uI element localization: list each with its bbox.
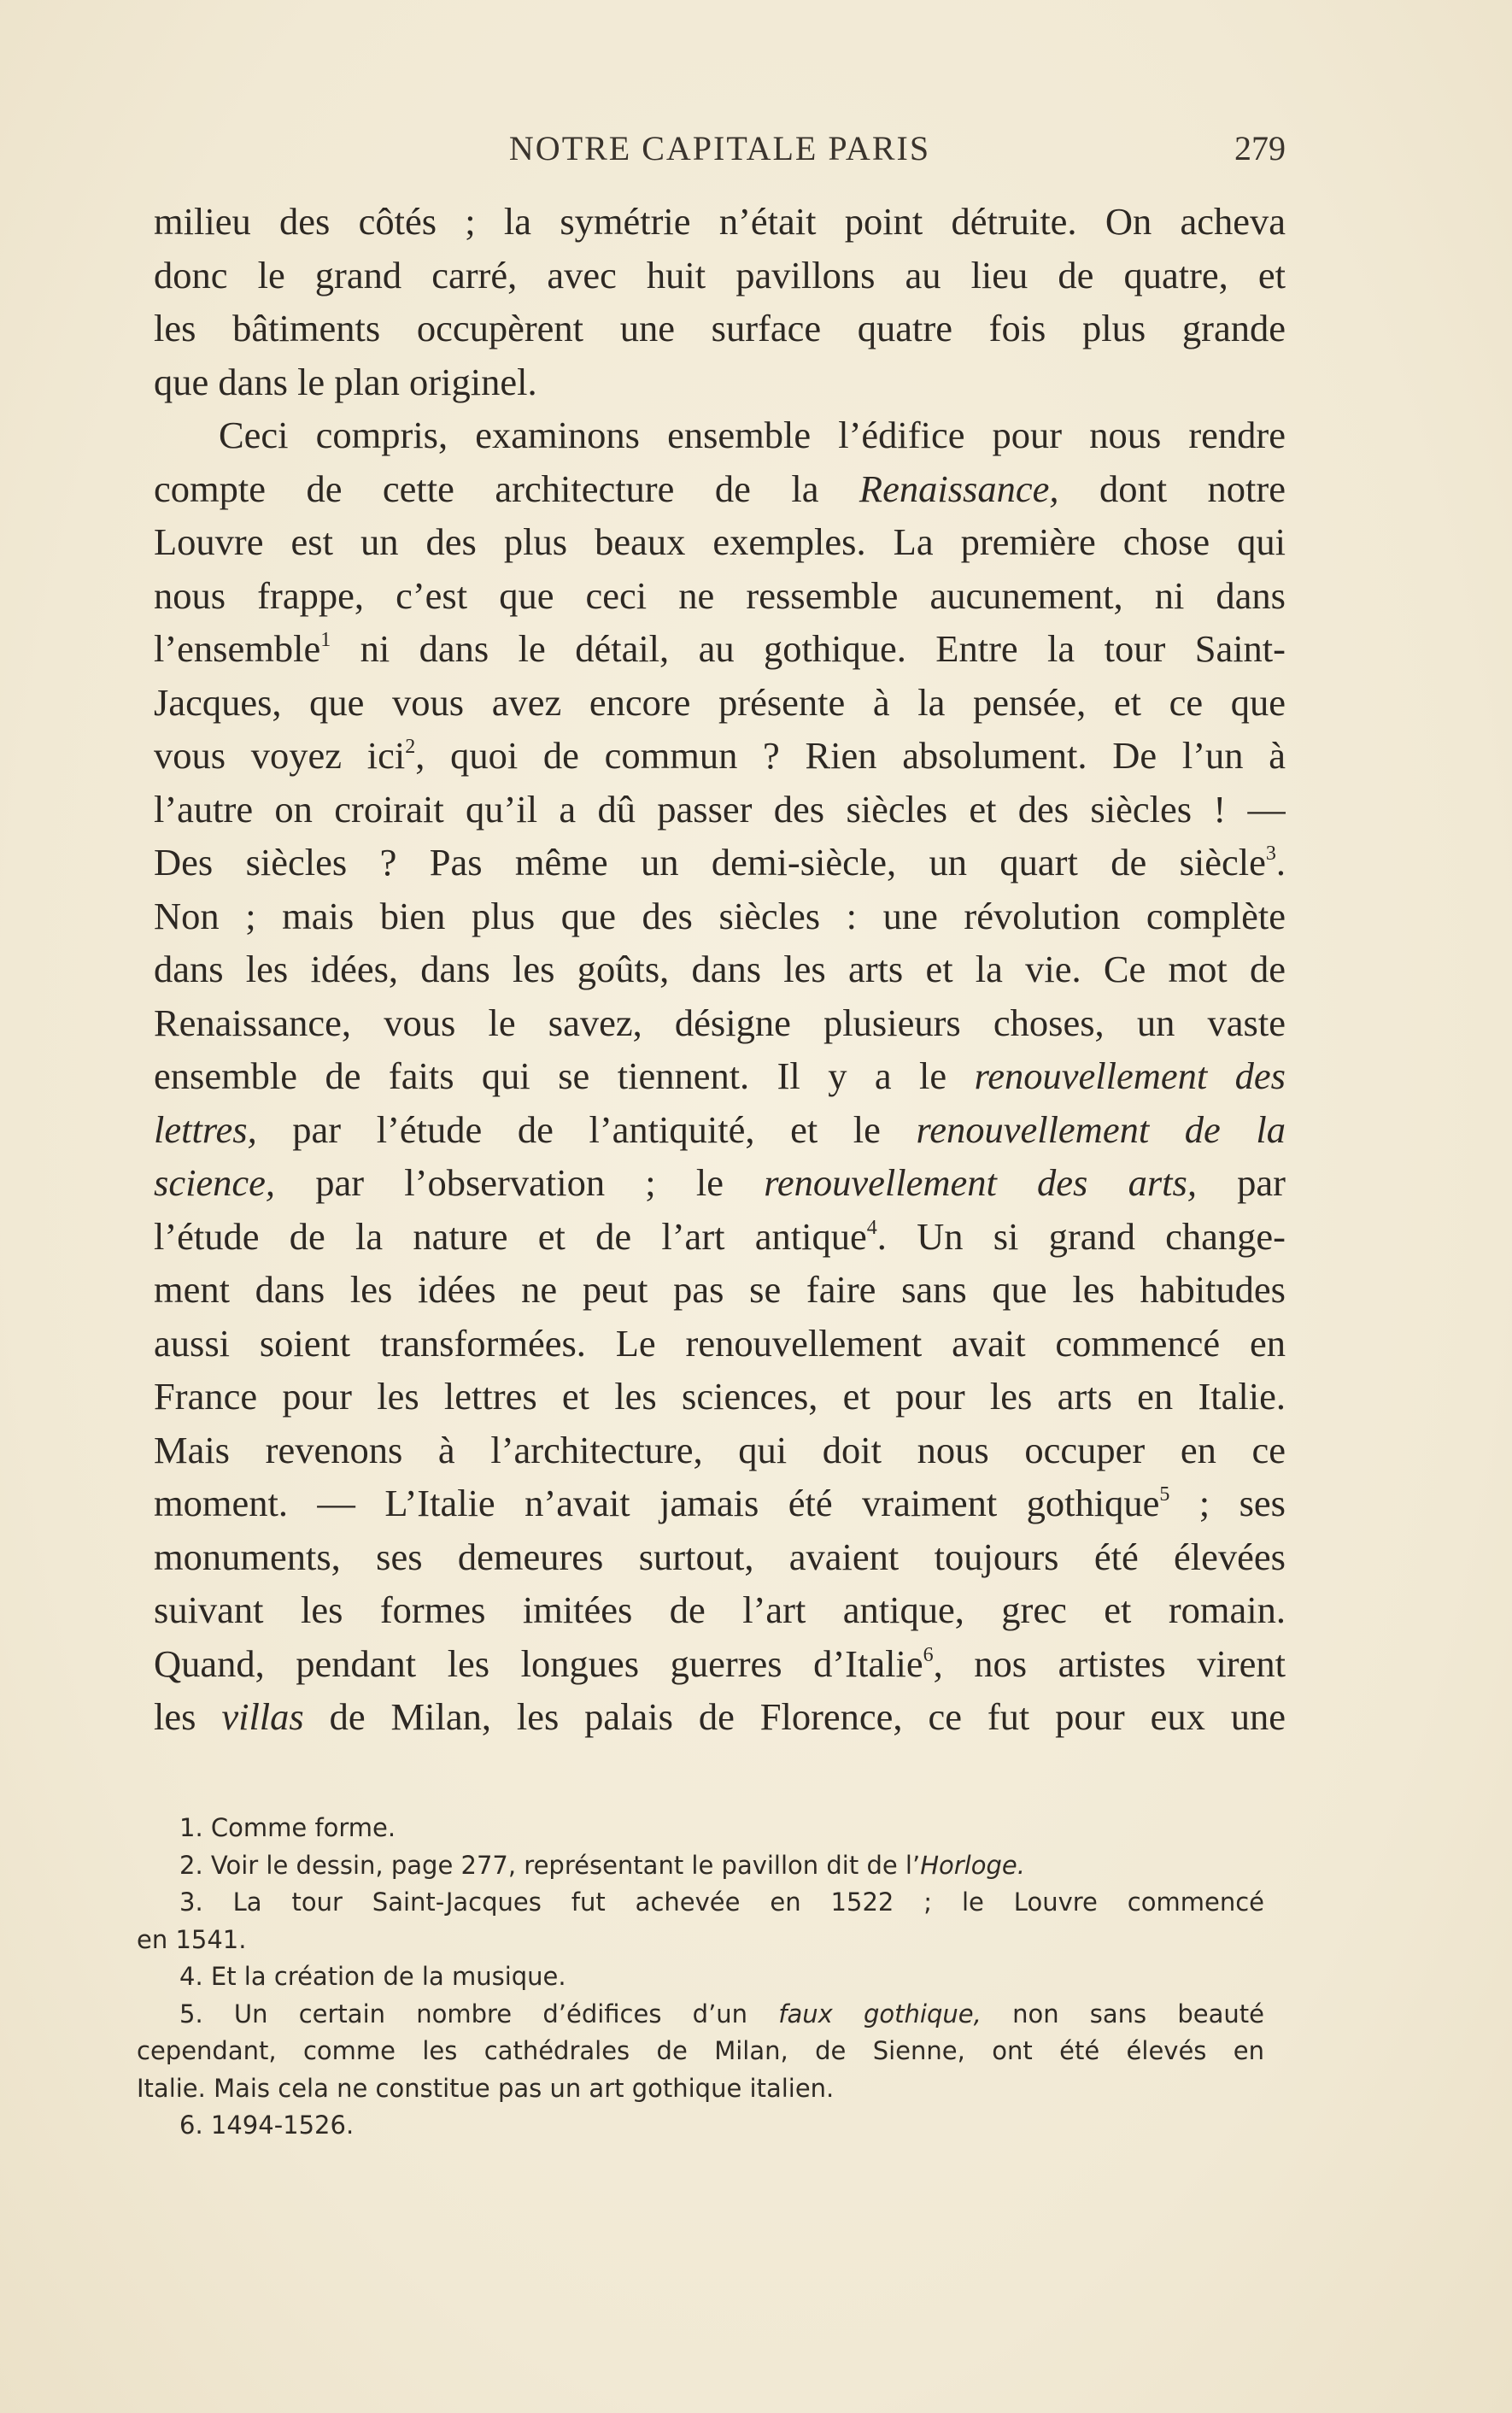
text-line: que dans le plan originel. — [154, 360, 537, 403]
italic-term: renouvellement des arts, — [764, 1161, 1197, 1204]
text-line: aussi soient transformées. Le renouvellement avait commencé en — [154, 1321, 1286, 1365]
italic-term: renouvellement des — [974, 1054, 1286, 1097]
text-run: compte de cette architecture de la — [154, 467, 859, 510]
text-line: France pour les lettres et les sciences, et pour les arts en Italie. — [154, 1375, 1286, 1418]
text-line — [154, 729, 1286, 783]
text-run: Des siècles ? Pas même un demi-siècle, un quart de siècle — [154, 841, 1266, 884]
text-line: dans les idées, dans les goûts, dans les arts et la vie. Ce mot de — [154, 948, 1286, 990]
text-line: donc le grand carré, avec huit pavillons au lieu de quatre, et — [154, 253, 1286, 296]
text-line — [154, 1156, 1286, 1210]
footnote-5-cont: Italie. Mais cela ne constitue pas un art gothique italien. — [137, 2073, 835, 2103]
text-line: milieu des côtés ; la symétrie n’était point détruite. On acheva — [154, 200, 1286, 243]
text-run: moment. — L’Italie n’avait jamais été vraiment gothique — [154, 1482, 1160, 1524]
text-run: ; ses — [1169, 1482, 1286, 1524]
footnote-5 — [137, 1996, 1264, 2034]
text-run: par — [1196, 1161, 1286, 1204]
italic-term: villas — [221, 1695, 304, 1738]
text-line — [154, 462, 1286, 516]
text-line: ment dans les idées ne peut pas se faire sans que les habitudes — [154, 1268, 1286, 1311]
text-run: , nos artistes virent — [933, 1641, 1286, 1685]
text-line: Louvre est un des plus beaux exemples. La première chose qui — [154, 520, 1286, 563]
running-head — [154, 128, 1286, 179]
text-run: 2. Voir le dessin, page 277, représentant le pavillon dit de l’ — [179, 1850, 921, 1880]
text-run: 5. Un certain nombre d’édifices d’un — [179, 1999, 779, 2028]
footnote-3: 3. La tour Saint-Jacques fut achevée en 1522 ; le Louvre commencé — [179, 1888, 1264, 1917]
italic-term: lettres, — [154, 1107, 257, 1151]
footnote-ref: 1 — [320, 629, 331, 651]
text-run: Quand, pendant les longues guerres d’Italie — [154, 1641, 923, 1685]
text-line: Non ; mais bien plus que des siècles : une révolution complète — [154, 894, 1286, 937]
text-run: . Un si grand change- — [876, 1214, 1286, 1258]
text-run: , quoi de commun ? Rien absolument. De l’un à — [415, 734, 1286, 777]
italic-term: Horloge. — [920, 1850, 1025, 1880]
text-line: nous frappe, c’est que ceci ne ressemble aucunement, ni dans — [154, 573, 1286, 617]
text-line: les bâtiments occupèrent une surface quatre fois plus grande — [154, 307, 1286, 349]
text-line: Ceci compris, examinons ensemble l’édifice pour nous rendre — [219, 414, 1286, 456]
text-line: Mais revenons à l’architecture, qui doit nous occuper en ce — [154, 1428, 1286, 1471]
footnote-1: 1. Comme forme. — [179, 1813, 396, 1842]
text-line — [154, 836, 1286, 889]
footnote-ref: 5 — [1159, 1483, 1170, 1506]
footnotes — [137, 1810, 1264, 2145]
italic-term: faux gothique, — [778, 1999, 982, 2028]
body-text — [154, 195, 1286, 1744]
text-run: non sans beauté — [981, 1999, 1264, 2028]
text-line: monuments, ses demeures surtout, avaient toujours été élevées — [154, 1535, 1286, 1578]
text-line: suivant les formes imitées de l’art antique, grec et romain. — [154, 1588, 1286, 1631]
footnote-ref: 3 — [1265, 842, 1276, 865]
italic-term: Renaissance, — [859, 467, 1059, 510]
footnote-3-cont: en 1541. — [137, 1924, 247, 1954]
footnote-ref: 6 — [923, 1643, 934, 1666]
text-run: ni dans le détail, au gothique. Entre la tour Saint- — [331, 627, 1286, 670]
text-line — [154, 1637, 1286, 1691]
text-line — [154, 1477, 1286, 1530]
text-line: Renaissance, vous le savez, désigne plusieurs choses, un vaste — [154, 1001, 1286, 1044]
text-run: l’ensemble — [154, 627, 321, 670]
text-line — [154, 1210, 1286, 1264]
text-run: de Milan, les palais de Florence, ce fut pour eux une — [303, 1695, 1286, 1738]
text-run: ensemble de faits qui se tiennent. Il y a le — [154, 1054, 975, 1097]
text-run: dont notre — [1058, 467, 1286, 510]
page-number: 279 — [1234, 129, 1286, 167]
footnote-4: 4. Et la création de la musique. — [179, 1962, 566, 1991]
italic-term: renouvellement de la — [916, 1107, 1286, 1151]
text-line — [154, 1103, 1286, 1157]
text-run: l’étude de la nature et de l’art antique — [154, 1214, 867, 1258]
text-line: Jacques, que vous avez encore présente à la pensée, et ce que — [154, 680, 1286, 724]
text-line — [154, 1690, 1286, 1744]
italic-term: science, — [154, 1161, 276, 1204]
footnote-2 — [137, 1847, 1264, 1885]
text-line: l’autre on croirait qu’il a dû passer des siècles et des siècles ! — — [154, 787, 1286, 831]
footnote-ref: 2 — [405, 736, 416, 758]
text-run: par l’observation ; le — [275, 1161, 765, 1204]
text-run: vous voyez ici — [154, 734, 406, 777]
running-title: NOTRE CAPITALE PARIS — [508, 129, 931, 167]
text-line — [154, 1049, 1286, 1103]
text-run: . — [1275, 841, 1286, 884]
text-run: les — [154, 1695, 222, 1738]
footnote-ref: 4 — [866, 1216, 877, 1239]
text-run: par l’étude de l’antiquité, et le — [256, 1107, 917, 1151]
footnote-6: 6. 1494-1526. — [179, 2111, 355, 2140]
text-line — [154, 622, 1286, 676]
footnote-5-cont: cependant, comme les cathédrales de Milan, de Sienne, ont été élevés en — [137, 2036, 1264, 2065]
